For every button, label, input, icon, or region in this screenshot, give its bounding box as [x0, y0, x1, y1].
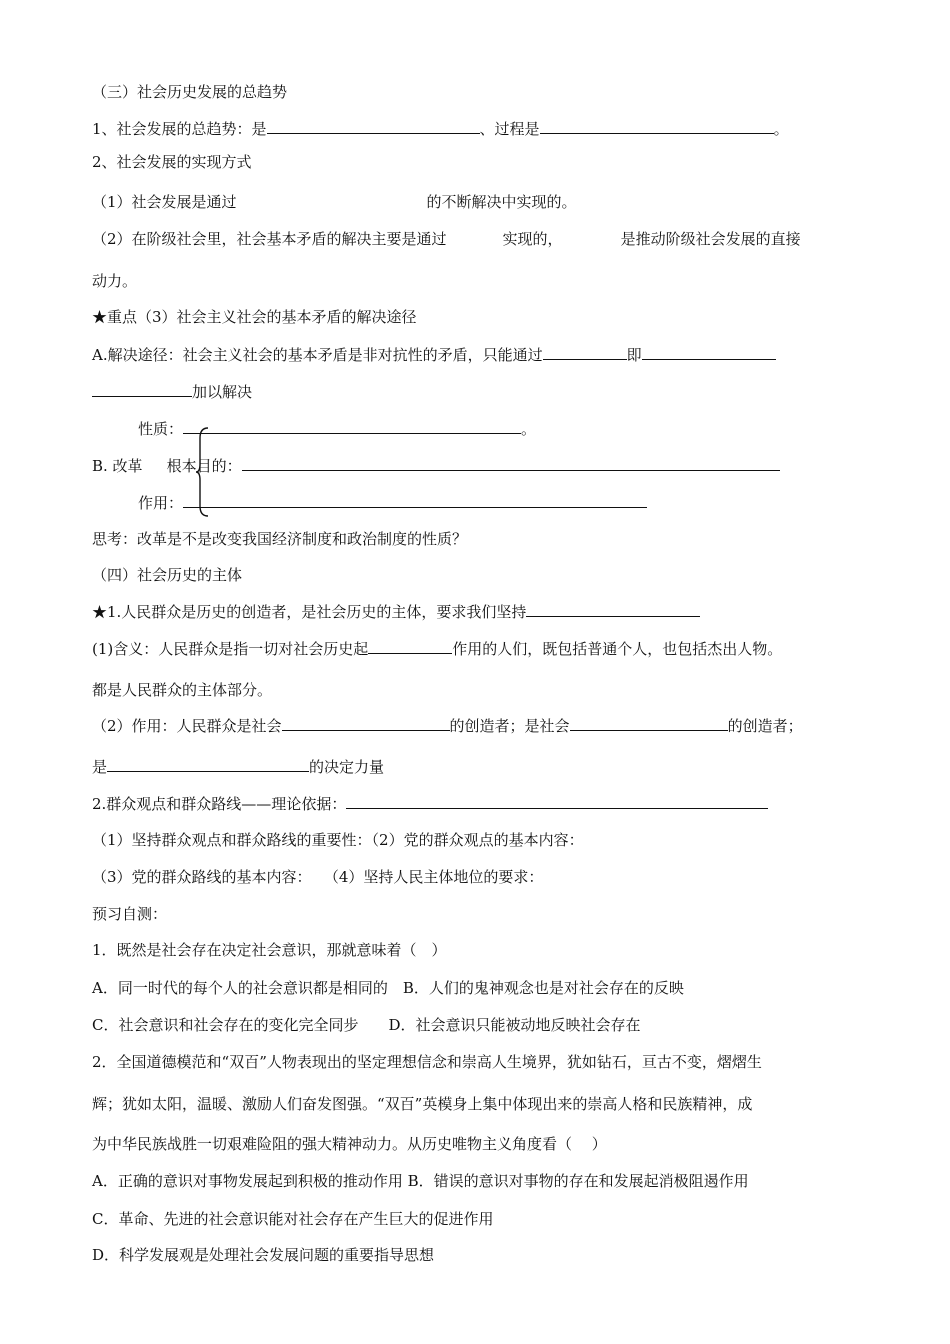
answer-blank[interactable]: [526, 601, 700, 617]
reform-role-line: [138, 492, 647, 513]
section-heading-4: （四）社会历史的主体: [92, 566, 243, 584]
quiz-question-1: 1．既然是社会存在决定社会意识，那就意味着（ ）: [92, 941, 447, 959]
subheading-realization: 2、社会发展的实现方式: [92, 153, 252, 171]
question-text: 是推动阶级社会发展的直接: [620, 230, 801, 248]
question-line: [92, 601, 700, 622]
answer-blank[interactable]: [183, 492, 647, 508]
sub-question-line: （3）党的群众路线的基本内容： （4）坚持人民主体地位的要求：: [92, 868, 544, 886]
question-text: 2.群众观点和群众路线——理论依据：: [92, 795, 347, 813]
answer-blank[interactable]: [282, 715, 450, 731]
question-line: [92, 756, 384, 777]
question-continuation: 都是人民群众的主体部分。: [92, 681, 273, 699]
question-line: [92, 715, 803, 736]
self-test-heading: 预习自测：: [92, 905, 168, 923]
question-text: A.解决途径：社会主义社会的基本矛盾是非对抗性的矛盾，只能通过: [92, 346, 543, 364]
quiz-question-2: 2．全国道德模范和“双百”人物表现出的坚定理想信念和崇高人生境界，犹如钻石，亘古不变，熠熠生: [92, 1053, 762, 1071]
section-heading-3: （三）社会历史发展的总趋势: [92, 83, 288, 101]
quiz-question-2-cont: 为中华民族战胜一切艰难险阻的强大精神动力。从历史唯物主义角度看（ ）: [92, 1135, 607, 1153]
question-text: 即: [626, 346, 642, 364]
question-text: 作用的人们，既包括普通个人，也包括杰出人物。: [452, 640, 783, 658]
question-text: 实现的，: [502, 230, 563, 248]
question-text: (1)含义：人民群众是指一切对社会历史起: [92, 640, 369, 658]
question-text: （2）在阶级社会里，社会基本矛盾的解决主要是通过: [92, 230, 447, 248]
answer-blank[interactable]: [543, 344, 627, 360]
answer-blank[interactable]: [346, 793, 768, 809]
question-line: [92, 381, 252, 402]
question-line: [92, 638, 782, 659]
answer-blank[interactable]: [570, 715, 728, 731]
key-point-heading: ★重点（3）社会主义社会的基本矛盾的解决途径: [92, 308, 417, 326]
question-text: 的创造者；: [727, 717, 803, 735]
question-text: ★1.人民群众是历史的创造者，是社会历史的主体，要求我们坚持: [92, 603, 527, 621]
question-text: 。: [521, 420, 537, 438]
question-text: （2）作用：人民群众是社会: [92, 717, 282, 735]
quiz-option-row: D．科学发展观是处理社会发展问题的重要指导思想: [92, 1246, 435, 1264]
quiz-option-row: C．革命、先进的社会意识能对社会存在产生巨大的促进作用: [92, 1210, 494, 1228]
answer-blank[interactable]: [540, 118, 774, 134]
question-line: [92, 793, 768, 814]
question-text: 。: [773, 120, 789, 138]
question-line: [92, 229, 801, 249]
answer-blank[interactable]: [183, 418, 521, 434]
field-label: 性质：: [138, 420, 184, 438]
field-label: 作用：: [138, 494, 184, 512]
question-text: 加以解决: [192, 383, 253, 401]
sub-question-line: （1）坚持群众观点和群众路线的重要性：（2）党的群众观点的基本内容：: [92, 831, 584, 849]
answer-blank[interactable]: [368, 638, 452, 654]
quiz-question-2-cont: 辉；犹如太阳，温暖、激励人们奋发图强。“双百”英模身上集中体现出来的崇高人格和民族精神，成: [92, 1095, 753, 1113]
curly-brace-icon: [196, 426, 210, 518]
answer-blank[interactable]: [642, 344, 776, 360]
question-continuation: 动力。: [92, 272, 138, 290]
question-text: 的不断解决中实现的。: [426, 193, 577, 211]
answer-blank[interactable]: [92, 381, 192, 397]
field-label: 根本目的：: [166, 457, 242, 475]
question-trend: [92, 118, 789, 139]
quiz-option-row: C．社会意识和社会存在的变化完全同步 D．社会意识只能被动地反映社会存在: [92, 1016, 641, 1034]
question-text: 、过程是: [479, 120, 540, 138]
think-question: 思考：改革是不是改变我国经济制度和政治制度的性质？: [92, 530, 468, 548]
quiz-option-row: A．正确的意识对事物发展起到积极的推动作用 B．错误的意识对事物的存在和发展起消极阻遏作用: [92, 1172, 749, 1190]
question-text: 是: [92, 758, 108, 776]
question-text: 的决定力量: [309, 758, 385, 776]
field-label: B. 改革: [92, 457, 143, 475]
answer-blank[interactable]: [242, 455, 780, 471]
question-text: （1）社会发展是通过: [92, 193, 237, 211]
quiz-option-row: A．同一时代的每个人的社会意识都是相同的 B．人们的鬼神观念也是对社会存在的反映: [92, 979, 684, 997]
question-line: [92, 344, 776, 365]
answer-blank[interactable]: [267, 118, 480, 134]
answer-blank[interactable]: [107, 756, 309, 772]
question-text: 的创造者；是社会: [449, 717, 570, 735]
question-text: 1、社会发展的总趋势：是: [92, 120, 267, 138]
question-line: [92, 192, 577, 212]
